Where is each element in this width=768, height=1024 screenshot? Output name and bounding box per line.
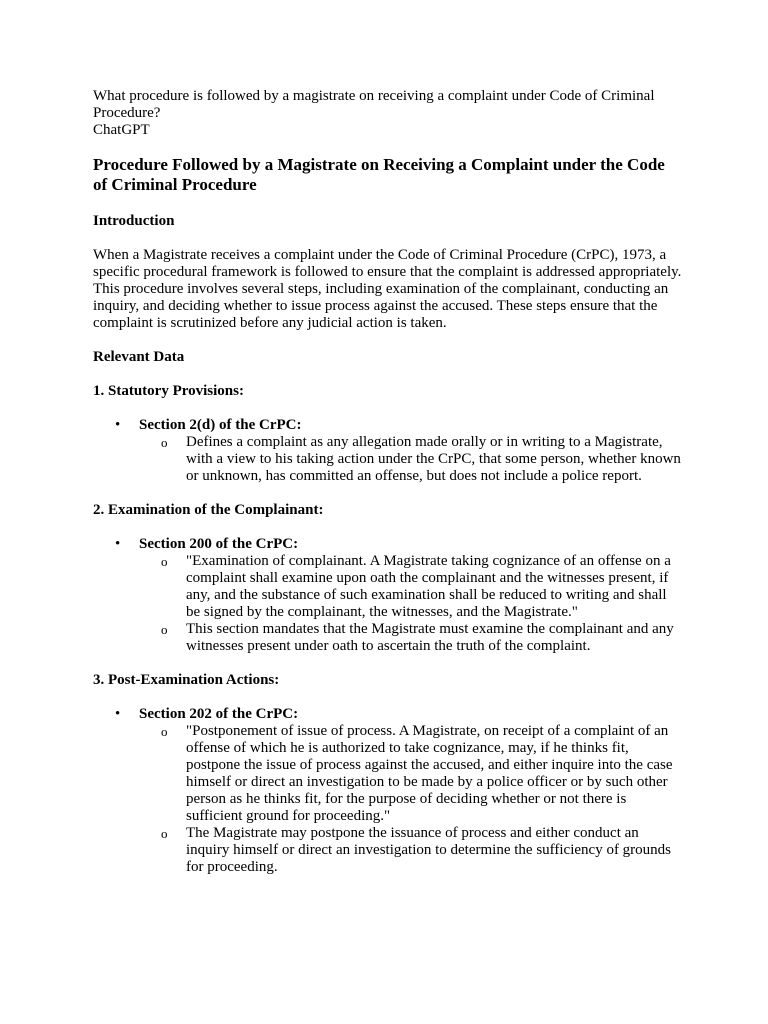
bullet-item (93, 417, 683, 485)
sub-item (139, 621, 683, 655)
section-heading: 3. Post-Examination Actions: (93, 672, 280, 688)
section-bullet-list (93, 536, 683, 655)
section-bullet-list (93, 417, 683, 485)
bullet-item (93, 536, 683, 655)
sub-bullet-icon: o (161, 826, 168, 841)
sub-bullet-icon: o (161, 435, 168, 450)
sub-item-text: "Postponement of issue of process. A Magistrate, on receipt of a complaint of an offense of which he is authorized to take cognizance, may, if he thinks fit, postpone the issue of process against the accused, and either inquire into the case himself or direct an investigation to be made by a police officer or by such other person as he thinks fit, for the purpose of deciding whether or not there is sufficient ground for proceeding." (186, 723, 673, 824)
sub-bullet-icon: o (161, 622, 168, 637)
bullet-label: Section 200 of the CrPC: (139, 536, 299, 552)
relevant-data-heading: Relevant Data (93, 349, 185, 365)
sub-item (139, 825, 683, 876)
bullet-label: Section 2(d) of the CrPC: (139, 417, 302, 433)
sub-list (139, 553, 683, 655)
sub-bullet-icon: o (161, 724, 168, 739)
introduction-heading: Introduction (93, 213, 175, 229)
document-title: Procedure Followed by a Magistrate on Receiving a Complaint under the Code of Criminal Procedure (93, 155, 665, 194)
sub-item-text: This section mandates that the Magistrate must examine the complainant and any witnesses present under oath to ascertain the truth of the complaint. (186, 621, 674, 654)
section-heading: 1. Statutory Provisions: (93, 383, 244, 399)
bullet-icon: • (115, 417, 121, 433)
sub-item (139, 553, 683, 621)
user-question: What procedure is followed by a magistrate on receiving a complaint under Code of Criminal Procedure? (93, 88, 655, 121)
bullet-item (93, 706, 683, 876)
sub-item-text: The Magistrate may postpone the issuance of process and either conduct an inquiry himself or direct an investigation to determine the sufficiency of grounds for proceeding. (186, 825, 672, 875)
section-bullet-list (93, 706, 683, 876)
sub-item (139, 434, 683, 485)
section-heading: 2. Examination of the Complainant: (93, 502, 324, 518)
response-source: ChatGPT (93, 122, 150, 138)
bullet-icon: • (115, 706, 121, 722)
bullet-icon: • (115, 536, 121, 552)
sub-list (139, 434, 683, 485)
sub-list (139, 723, 683, 876)
sub-item-text: "Examination of complainant. A Magistrate taking cognizance of an offense on a complaint shall examine upon oath the complainant and the witnesses present, if any, and the substance of such examination shall be reduced to writing and shall be signed by the complainant, the witnesses, and the Magistrate." (186, 553, 671, 620)
introduction-paragraph: When a Magistrate receives a complaint under the Code of Criminal Procedure (CrPC), 1973, a specific procedural framework is followed to ensure that the complaint is addressed appropriately. This procedure involves several steps, including examination of the complainant, conducting an inquiry, and deciding whether to issue process against the accused. These steps ensure that the complaint is scrutinized before any judicial action is taken. (93, 247, 682, 331)
sub-bullet-icon: o (161, 554, 168, 569)
document-page (93, 88, 683, 893)
sub-item (139, 723, 683, 825)
sub-item-text: Defines a complaint as any allegation made orally or in writing to a Magistrate, with a view to his taking action under the CrPC, that some person, whether known or unknown, has committed an offense, but does not include a police report. (186, 434, 681, 484)
bullet-label: Section 202 of the CrPC: (139, 706, 299, 722)
